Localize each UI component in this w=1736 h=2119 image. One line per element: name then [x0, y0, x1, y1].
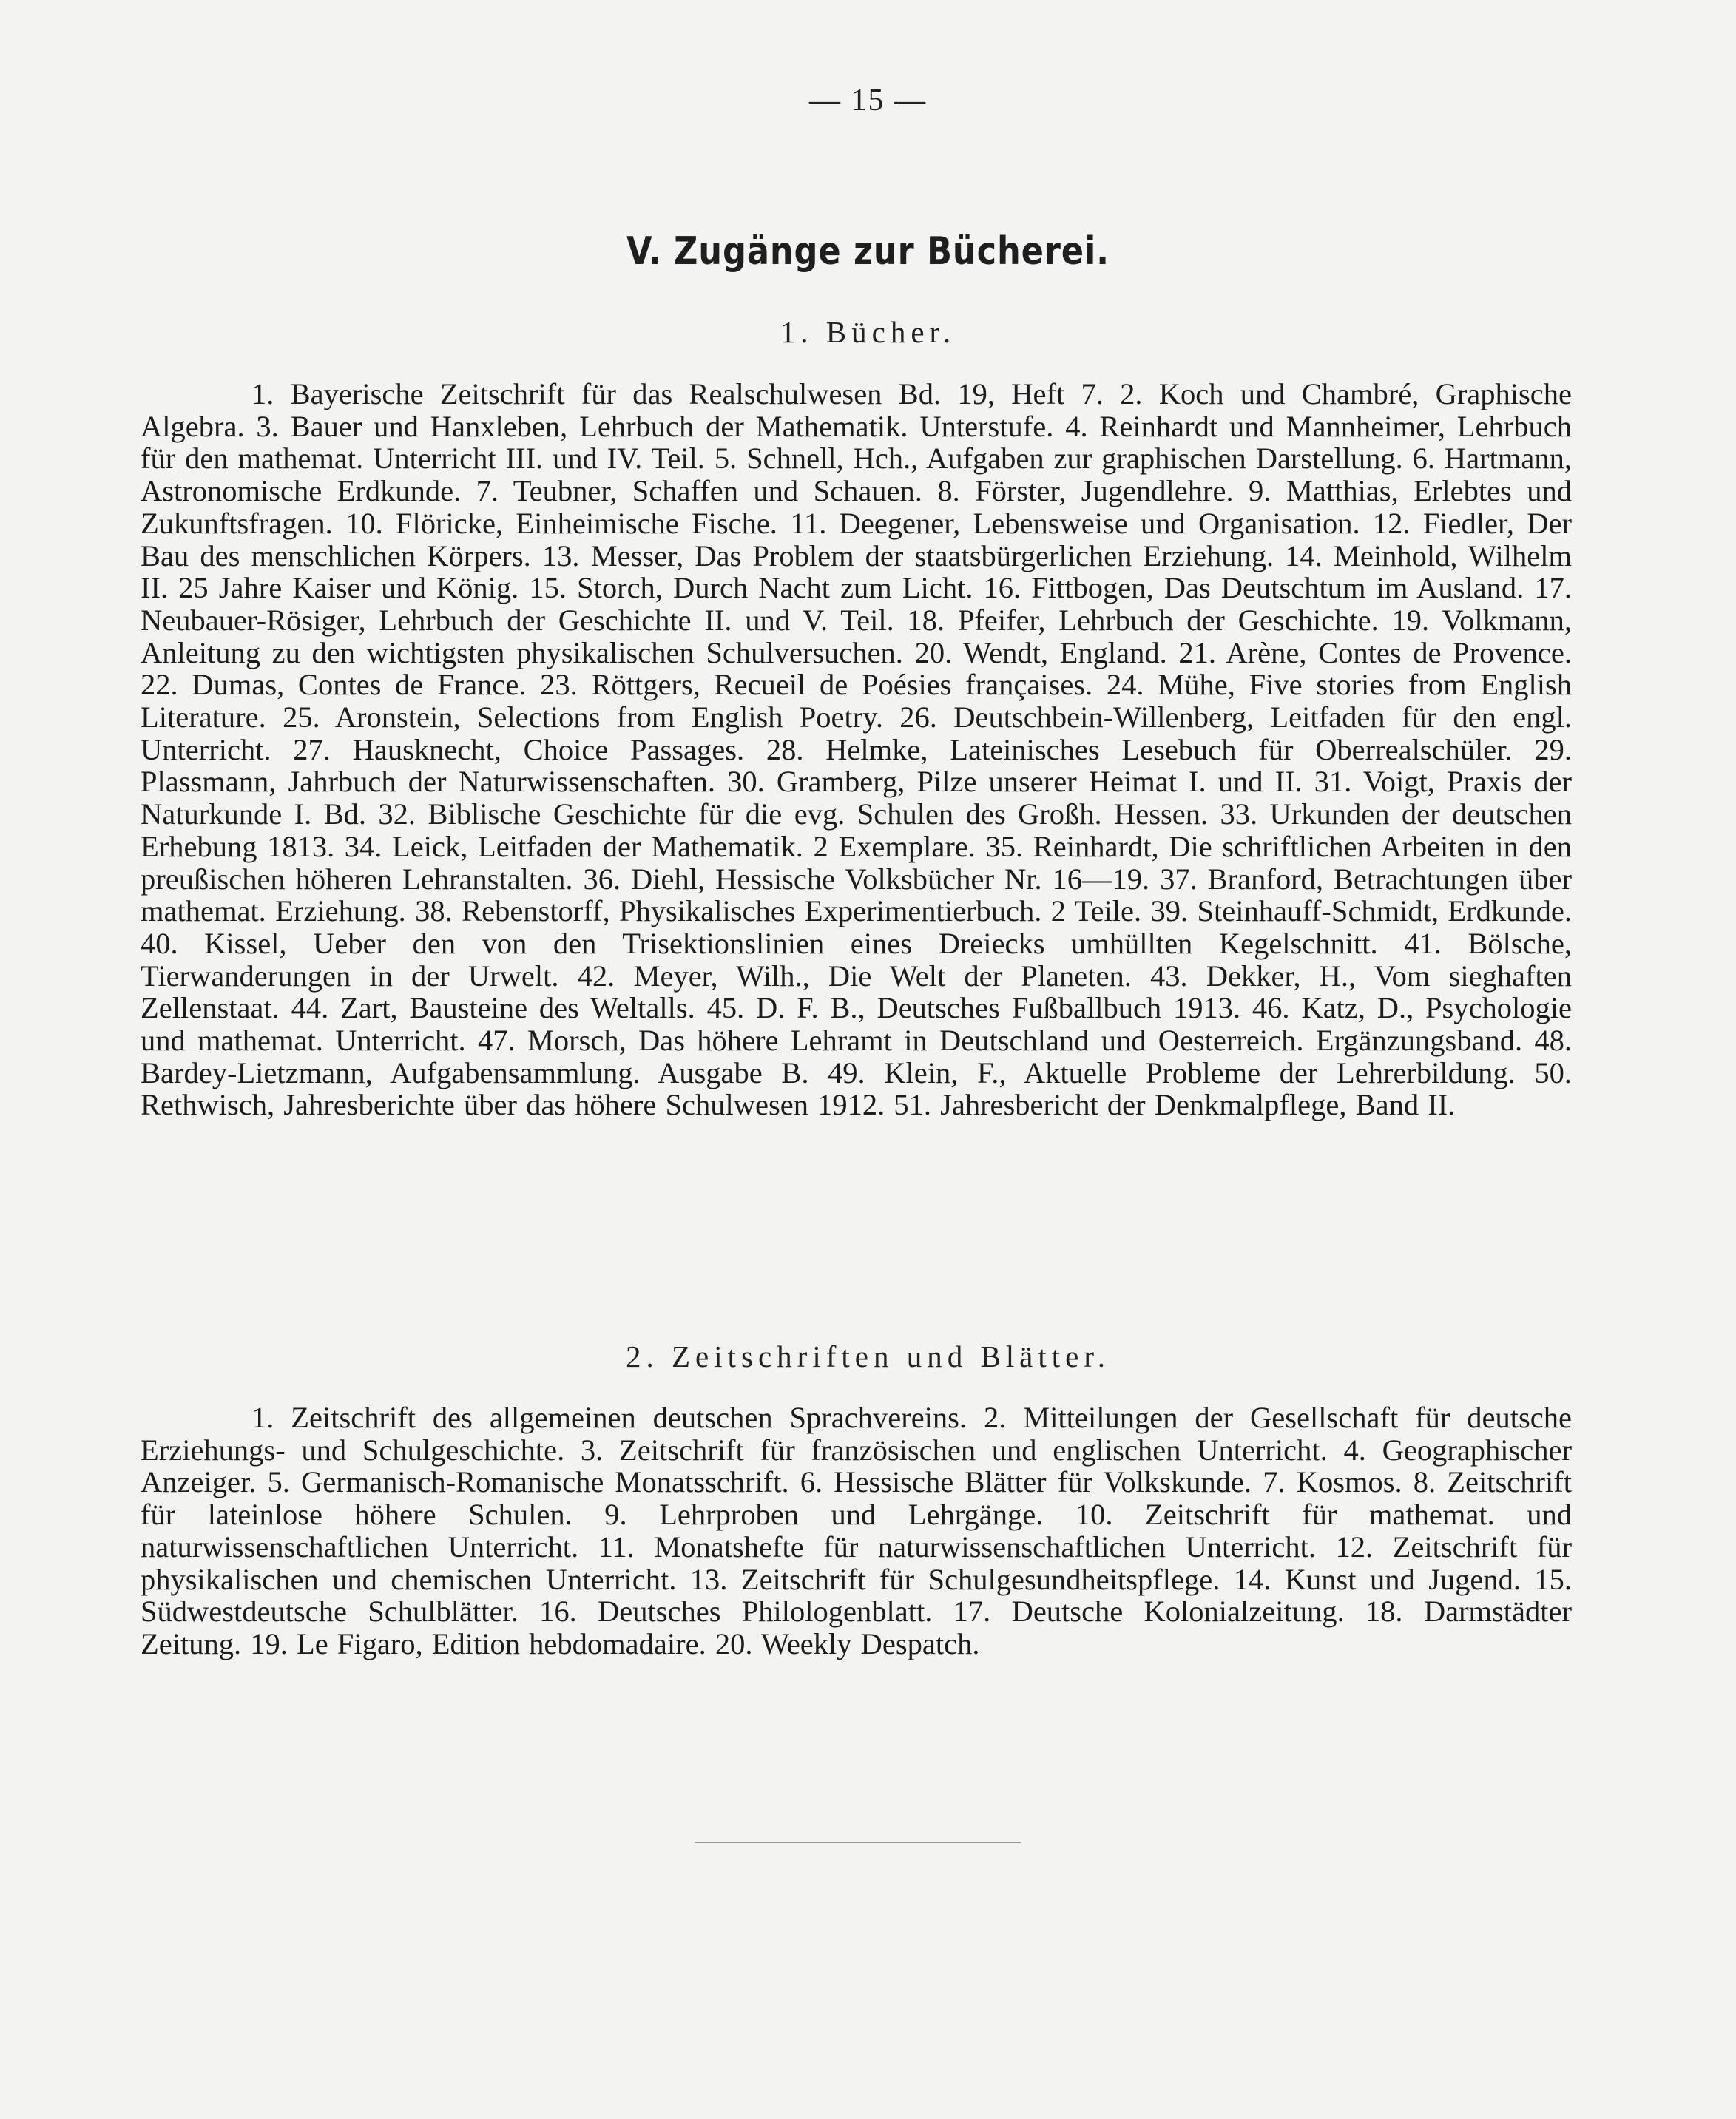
page-number: — 15 — [809, 84, 927, 118]
journals-list-text: 1. Zeitschrift des allgemeinen deutschen Sprachvereins. 2. Mitteilungen der Gesellschaft für deutsche Erziehungs- und Schulgeschichte. 3. Zeitschrift für französischen und englischen Unterricht. 4. Geographischer Anzeiger. 5. Germanisch-Romanische Monatsschrift. 6. Hessische Blätter für Volkskunde. 7. Kosmos. 8. Zeitschrift für lateinlose höhere Schulen. 9. Lehrproben und Lehrgänge. 10. Zeitschrift für mathemat. und naturwissenschaftlichen Unterricht. 11. Monatshefte für naturwissenschaftlichen Unterricht. 12. Zeitschrift für physikalischen und chemischen Unterricht. 13. Zeitschrift für Schulgesundheitspflege. 14. Kunst und Jugend. 15. Südwestdeutsche Schulblätter. 16. Deutsches Philologenblatt. 17. Deutsche Kolonialzeitung. 18. Darmstädter Zeitung. 19. Le Figaro, Edition hebdomadaire. 20. Weekly Despatch. [141, 1401, 1572, 1660]
books-subsection-title: 1. Bücher. [780, 315, 956, 349]
journals-list-paragraph [141, 1402, 1572, 1660]
books-list-paragraph [141, 378, 1572, 1121]
footnote-rule [695, 1842, 1021, 1843]
journals-subsection-title: 2. Zeitschriften und Blätter. [625, 1339, 1111, 1373]
section-title: V. Zugänge zur Bücherei. [626, 229, 1110, 274]
books-list-text: 1. Bayerische Zeitschrift für das Realschulwesen Bd. 19, Heft 7. 2. Koch und Chambré, Graphische Algebra. 3. Bauer und Hanxleben, Lehrbuch der Mathematik. Unterstufe. 4. Reinhardt und Mannheimer, Lehrbuch für den mathemat. Unterricht III. und IV. Teil. 5. Schnell, Hch., Aufgaben zur graphischen Darstellung. 6. Hartmann, Astronomische Erdkunde. 7. Teubner, Schaffen und Schauen. 8. Förster, Jugendlehre. 9. Matthias, Erlebtes und Zukunftsfragen. 10. Flöricke, Einheimische Fische. 11. Deegener, Lebensweise und Organisation. 12. Fiedler, Der Bau des menschlichen Körpers. 13. Messer, Das Problem der staatsbürgerlichen Erziehung. 14. Meinhold, Wilhelm II. 25 Jahre Kaiser und König. 15. Storch, Durch Nacht zum Licht. 16. Fittbogen, Das Deutschtum im Ausland. 17. Neubauer-Rösiger, Lehrbuch der Geschichte II. und V. Teil. 18. Pfeifer, Lehrbuch der Geschichte. 19. Volkmann, Anleitung zu den wichtigsten physikalischen Schulversuchen. 20. Wendt, England. 21. Arène, Contes de Provence. 22. Dumas, Contes de France. 23. Röttgers, Recueil de Poésies françaises. 24. Mühe, Five stories from English Literature. 25. Aronstein, Selections from English Poetry. 26. Deutschbein-Willenberg, Leitfaden für den engl. Unterricht. 27. Hausknecht, Choice Passages. 28. Helmke, Lateinisches Lesebuch für Oberrealschüler. 29. Plassmann, Jahrbuch der Naturwissenschaften. 30. Gramberg, Pilze unserer Heimat I. und II. 31. Voigt, Praxis der Naturkunde I. Bd. 32. Biblische Geschichte für die evg. Schulen des Großh. Hessen. 33. Urkunden der deutschen Erhebung 1813. 34. Leick, Leitfaden der Mathematik. 2 Exemplare. 35. Reinhardt, Die schriftlichen Arbeiten in den preußischen höheren Lehranstalten. 36. Diehl, Hessische Volksbücher Nr. 16—19. 37. Branford, Betrachtungen über mathemat. Erziehung. 38. Rebenstorff, Physikalisches Experimentierbuch. 2 Teile. 39. Steinhauff-Schmidt, Erdkunde. 40. Kissel, Ueber den von den Trisektionslinien eines Dreiecks umhüllten Kegelschnitt. 41. Bölsche, Tierwanderungen in der Urwelt. 42. Meyer, Wilh., Die Welt der Planeten. 43. Dekker, H., Vom sieghaften Zellenstaat. 44. Zart, Bausteine des Weltalls. 45. D. F. B., Deutsches Fußballbuch 1913. 46. Katz, D., Psychologie und mathemat. Unterricht. 47. Morsch, Das höhere Lehramt in Deutschland und Oesterreich. Ergänzungsband. 48. Bardey-Lietzmann, Aufgabensammlung. Ausgabe B. 49. Klein, F., Aktuelle Probleme der Lehrerbildung. 50. Rethwisch, Jahresberichte über das höhere Schulwesen 1912. 51. Jahresbericht der Denkmalpflege, Band II. [141, 377, 1572, 1122]
